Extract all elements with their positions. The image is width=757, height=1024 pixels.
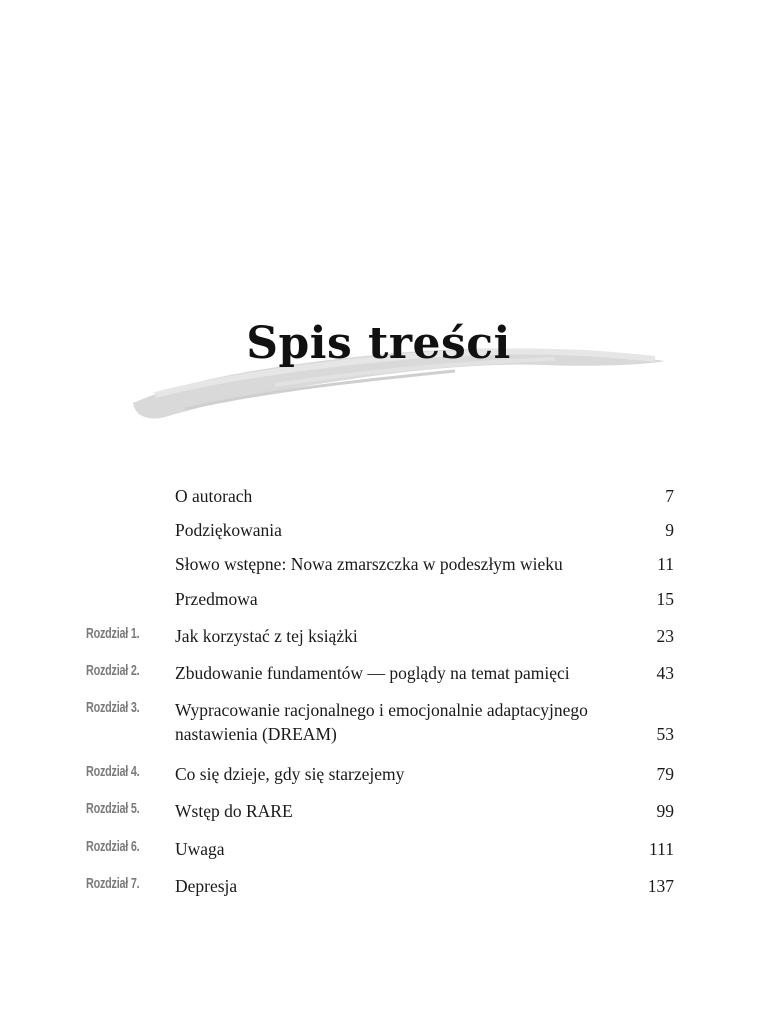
chapter-label: Rozdział 5. [86,800,140,817]
entry-title: Podziękowania [175,520,282,540]
entry-page-number: 79 [656,764,674,784]
chapter-label: Rozdział 1. [86,625,140,642]
entry-title-continuation: nastawienia (DREAM) [175,724,337,744]
entry-title: Uwaga [175,839,225,859]
toc-entry [0,484,757,510]
toc-entry [0,874,757,900]
entry-page-number: 15 [656,589,674,609]
chapter-label: Rozdział 7. [86,875,140,892]
chapter-label: Rozdział 3. [86,699,140,716]
toc-entry [0,698,757,748]
toc-entry [0,552,757,578]
entry-page-number: 111 [649,839,674,859]
entry-title: Przedmowa [175,589,258,609]
entry-title: Zbudowanie fundamentów — poglądy na temat pamięci [175,663,570,683]
entry-page-number: 11 [657,554,674,574]
toc-entry [0,837,757,863]
entry-page-number: 53 [656,724,674,744]
entry-title: O autorach [175,486,253,506]
entry-title: Jak korzystać z tej książki [175,626,358,646]
entry-title: Wypracowanie racjonalnego i emocjonalnie adaptacyjnego [175,700,588,720]
toc-entry [0,624,757,650]
chapter-label: Rozdział 2. [86,662,140,679]
toc-entry [0,518,757,544]
entry-title: Co się dzieje, gdy się starzejemy [175,764,405,784]
entry-page-number: 9 [665,520,674,540]
toc-entry [0,587,757,613]
entry-title: Wstęp do RARE [175,801,293,821]
entry-title: Słowo wstępne: Nowa zmarszczka w podeszłym wieku [175,554,563,574]
entry-page-number: 23 [656,626,674,646]
entry-page-number: 137 [647,876,674,896]
toc-entry [0,661,757,687]
entry-title: Depresja [175,876,238,896]
toc-entry [0,762,757,788]
toc-entry [0,799,757,825]
entry-page-number: 7 [665,486,674,506]
chapter-label: Rozdział 6. [86,838,140,855]
entry-page-number: 99 [656,801,674,821]
chapter-label: Rozdział 4. [86,763,140,780]
page-title: Spis treści [246,318,511,369]
entry-page-number: 43 [656,663,674,683]
